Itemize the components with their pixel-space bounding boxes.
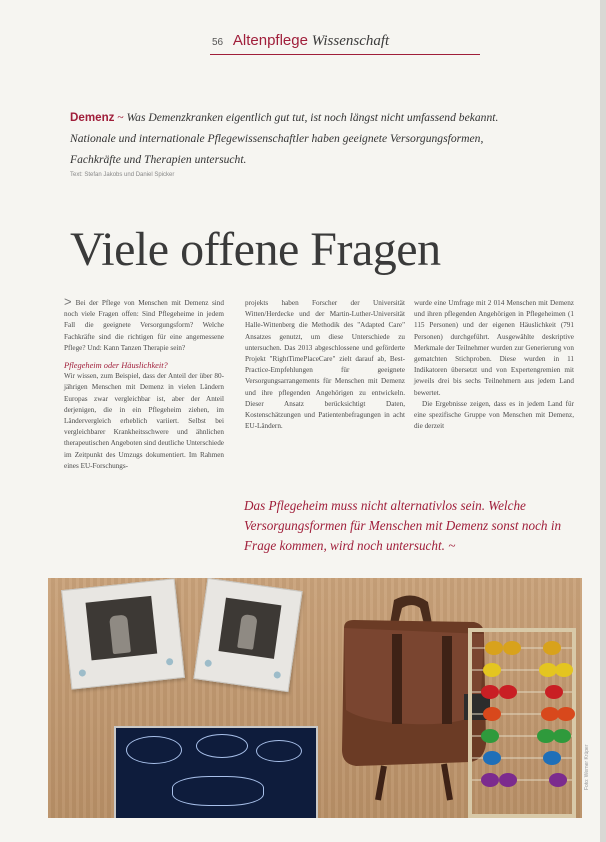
article-photo [48,578,582,818]
picture-frame-right [193,578,302,692]
chalk-scribble-icon [172,776,264,806]
column-subhead: Pflegeheim oder Häuslichkeit? [64,361,168,371]
frame-pin-icon [166,658,174,666]
bag-strap [392,634,402,724]
photo-credit: Foto: Werner Krüper [584,744,590,790]
subsection-name: Wissenschaft [311,33,390,49]
text-column-1 [64,294,224,472]
toy-abacus [468,628,576,818]
intro-keyword: Demenz [70,111,115,124]
header-rule [210,54,480,55]
frame-pin-icon [204,659,212,667]
swirl-ornament-icon: ~ [117,111,124,124]
section-name: Altenpflege [232,32,308,49]
chalk-cloud-icon [196,734,248,758]
bag-handle-icon [390,595,432,624]
pull-quote-text: Das Pflegeheim muss nicht alternativlos sein. Welche Versorgungsformen für Menschen mit Demenz sonst noch in Frage kommen, wird noch untersucht. [244,498,562,553]
swirl-ornament-icon: ~ [448,538,456,553]
photo-figure-icon [109,614,131,654]
page-number: 56 [212,37,224,48]
page-header [212,32,472,52]
frame-pin-icon [273,671,281,679]
abacus-bead-rows [472,641,575,787]
pull-quote [244,496,576,556]
chalk-cloud-icon [126,736,182,764]
text-column-3 [414,298,574,432]
column-3-body: wurde eine Umfrage mit 2 014 Menschen mit Demenz und ihren pflegenden Angehörigen in Pflegeheimen (1 115 Personen) und der eigenen Häuslichkeit (791 Personen) durchgeführt. Ausgewählte deskriptive Merkmale der Teilnehmer wurden zur Generierung von gematchten Stichproben. Diese wurden in 11 Indikatoren übersetzt und von Expertengremien mit jeweils drei bis sechs Teilnehmern aus jedem Land bewertet. [414,299,574,397]
chalk-cloud-icon [256,740,302,762]
column-1-body: Wir wissen, zum Beispiel, dass der Anteil der über 80-jährigen Menschen mit Demenz in vielen Ländern Europas zwar vergleichbar ist, aber der Anteil derjenigen, die in ein Pflegeheim ziehen, im Ländervergleich erheblich variiert. Selbst bei vergleichbarer Krankheitsschwere und ähnlichen therapeutischen Angeboten sind deutliche Unterschiede im Zeitpunkt des Umzugs dokumentiert. Im Rahmen eines EU-Forschungs- [64,372,224,470]
column-3-body-2: Die Ergebnisse zeigen, dass es in jedem Land für eine spezifische Gruppe von Menschen mit Demenz, die derzeit [414,399,574,431]
picture-frame-left [61,578,185,689]
article-title: Viele offene Fragen [70,223,441,276]
abacus-frame [470,630,574,816]
lead-paragraph: Bei der Pflege von Menschen mit Demenz sind noch viele Fragen offen: Sind Pflegeheime in jedem Fall die geeignete Versorgungsform? Welche Fachkräfte sind die richtigen für eine angemessene Pflege? Und: Kann Tanzen Therapie sein? [64,299,224,352]
bag-flap [344,628,484,724]
frame-pin-icon [79,669,87,677]
text-column-2 [245,298,405,432]
chevron-right-icon: > [64,294,72,309]
intro-teaser [70,107,500,170]
bag-strap [378,764,450,800]
bag-strap [442,636,452,724]
column-2-body: projekts haben Forscher der Universität Witten/Herdecke und der Martin-Luther-Universität Halle-Wittenberg die Methodik des "Adapted Care" Ansatzes genutzt, um diese Unterschiede zu untersuchen. Das 2013 abgeschlossene und geförderte Projekt "RightTimePlaceCare" zielt darauf ab, Best-Practice-Empfehlungen für geeignete Versorgungsarrangements für Menschen mit Demenz und ihre pflegenden Angehörigen zu entwickeln. Dieser Ansatz berücksichtigt Daten, Kostenschätzungen und Patientenbefragungen in acht EU-Ländern. [245,299,405,431]
chalkboard-drawing [114,726,318,818]
author-credit: Text: Stefan Jakobs und Daniel Spicker [70,172,175,178]
intro-text: Was Demenzkranken eigentlich gut tut, ist noch längst nicht umfassend bekannt. Nationale und internationale Pflegewissenschaftler haben geeignete Versorgungsformen, Fachkräfte und Therapien untersucht. [70,111,499,166]
